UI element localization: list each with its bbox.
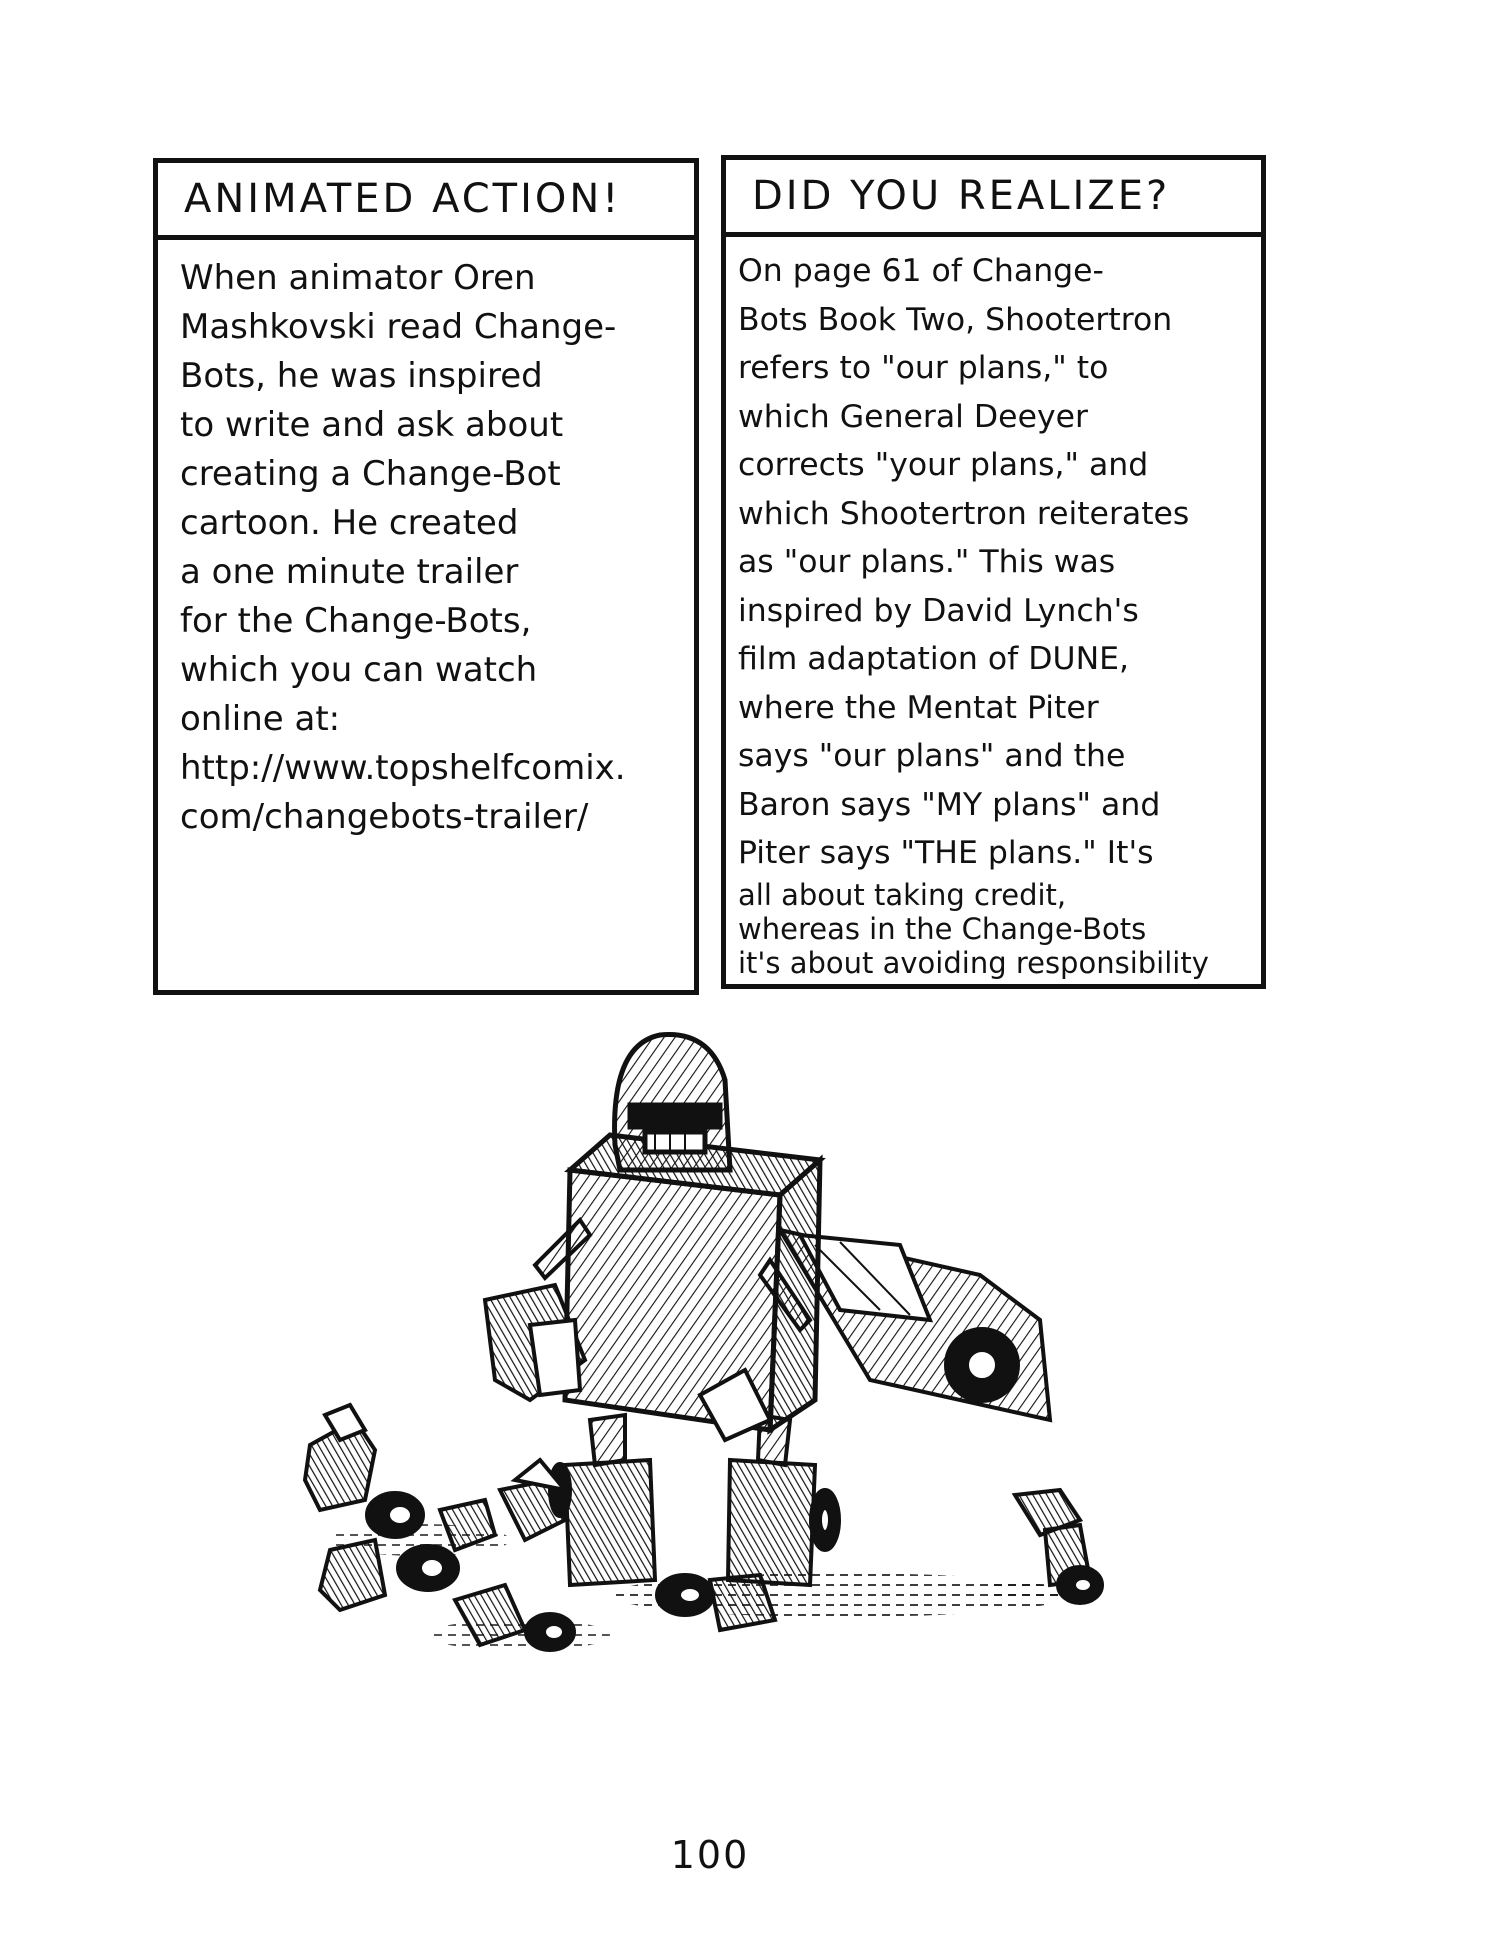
right-panel-line: Bots Book Two, Shootertron [738,301,1173,338]
left-panel-line: online at: [180,699,341,739]
right-panel-line: film adaptation of DUNE, [738,641,1130,677]
right-panel-line: which Shootertron reiterates [738,495,1190,532]
left-panel-line: Mashkovski read Change- [180,307,617,347]
right-panel-line: whereas in the Change-Bots [738,911,1147,946]
right-panel-line: inspired by David Lynch's [738,592,1139,629]
right-panel-line: all about taking credit, [738,877,1067,912]
right-panel-line: where the Mentat Piter [738,689,1099,726]
left-panel-line: cartoon. He created [180,503,519,543]
right-panel-line: as "our plans." This was [738,544,1116,580]
right-panel-line: refers to "our plans," to [738,350,1109,386]
left-panel [153,158,699,995]
right-panel-line: corrects "your plans," and [738,447,1149,483]
right-panel-title: DID YOU REALIZE? [726,160,1261,237]
left-panel-title: ANIMATED ACTION! [158,163,694,240]
right-panel-line: Piter says "THE plans." It's [738,835,1154,871]
robot-illustration-icon [280,1020,1200,1670]
page-number: 100 [670,1833,750,1877]
left-panel-body [158,240,694,842]
left-panel-line: a one minute trailer [180,552,519,592]
left-panel-line: which you can watch [180,650,538,690]
right-panel-line: Baron says "MY plans" and [738,786,1161,823]
left-panel-url-line: com/changebots-trailer/ [180,797,589,837]
left-panel-line: creating a Change-Bot [180,454,561,494]
left-panel-line: to write and ask about [180,405,564,445]
left-panel-url-line: http://www.topshelfcomix. [180,748,626,788]
right-panel [721,155,1266,989]
right-panel-line: On page 61 of Change- [738,253,1104,289]
right-panel-line: says "our plans" and the [738,738,1126,774]
left-panel-line: When animator Oren [180,258,536,298]
left-panel-line: Bots, he was inspired [180,356,543,396]
left-panel-line: for the Change-Bots, [180,601,532,641]
right-panel-line: which General Deeyer [738,398,1088,435]
right-panel-line: it's about avoiding responsibility [738,945,1209,980]
right-panel-body [726,237,1261,980]
